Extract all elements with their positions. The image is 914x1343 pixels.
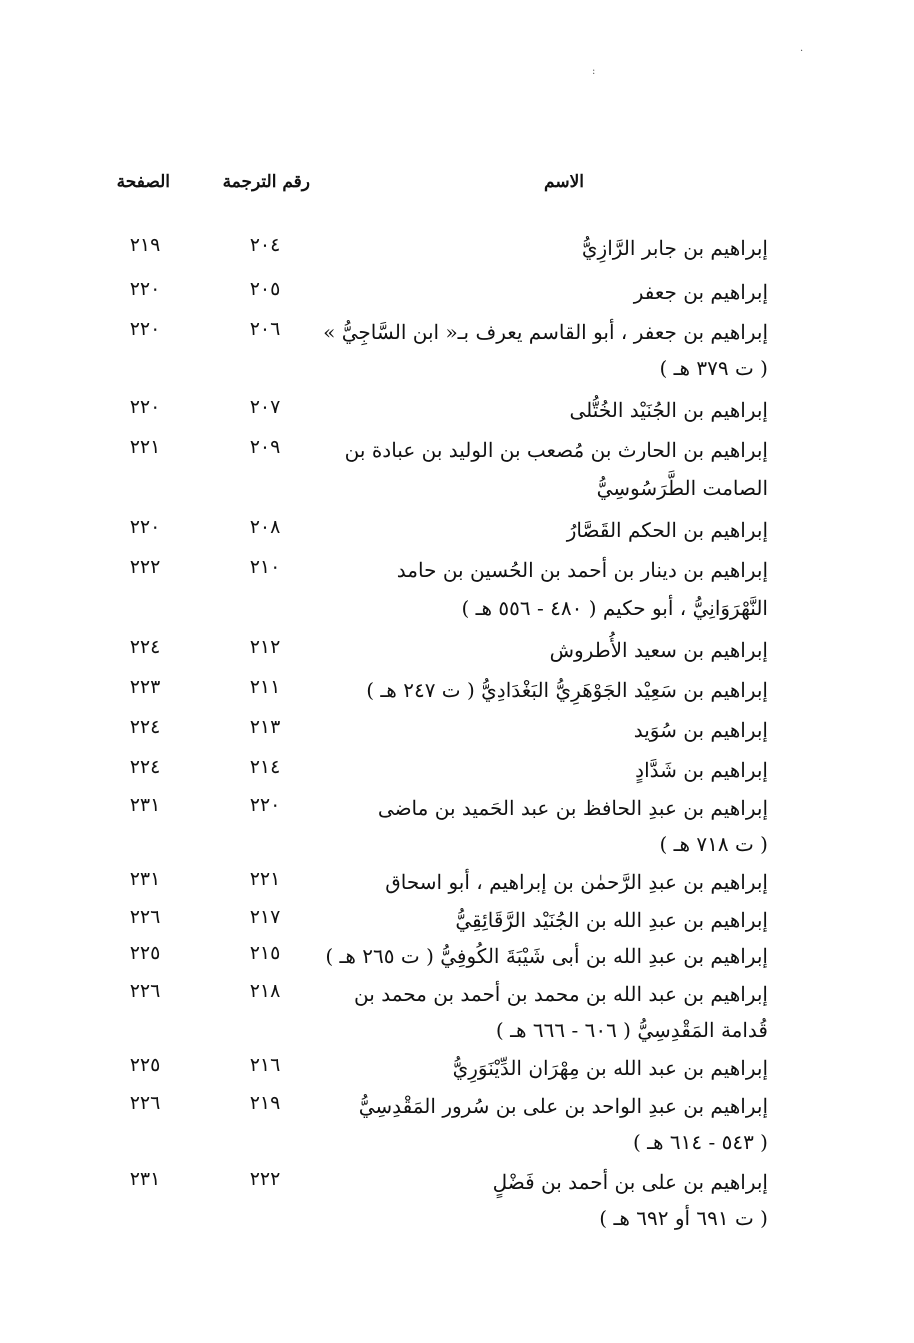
- entry-name: إبراهيم بن عبدِ الواحد بن على بن سُرور المَقْدِسِيُّ: [358, 1094, 768, 1118]
- entry-name: إبراهيم بن جعفر: [633, 280, 768, 304]
- entry-number: ٢١٢: [249, 636, 281, 658]
- entry-number: ٢٢٢: [249, 1168, 281, 1190]
- entry-page: ٢٢٥: [129, 942, 161, 964]
- index-entry: [0, 228, 914, 268]
- entry-page: ٢٢٥: [129, 1054, 161, 1076]
- index-entry: [0, 710, 914, 750]
- entry-number: ٢١٣: [249, 716, 281, 738]
- entry-number: ٢١٤: [249, 756, 281, 778]
- entry-continuation: ( ت ٣٧٩ هـ ): [659, 356, 768, 380]
- entry-page: ٢٢٠: [129, 516, 161, 538]
- entry-page: ٢٢٤: [129, 636, 161, 658]
- entry-name: إبراهيم بن على بن أحمد بن فَضْلٍ: [492, 1170, 768, 1194]
- index-entry: [0, 630, 914, 670]
- entry-number: ٢٠٤: [249, 234, 281, 256]
- entry-name: إبراهيم بن عبد الله بن مِهْرَان الدِّيْنَوَرِيُّ: [452, 1056, 768, 1080]
- entry-name: إبراهيم بن دينار بن أحمد بن الحُسين بن حامد: [396, 558, 768, 582]
- entry-name: إبراهيم بن شَدَّادٍ: [635, 758, 768, 782]
- entry-page: ٢٣١: [129, 868, 161, 890]
- entry-continuation: الصامت الطَّرَسُوسِيُّ: [596, 476, 768, 500]
- index-entry: [0, 312, 914, 380]
- entry-number: ٢١٥: [249, 942, 281, 964]
- column-header-number: رقم الترجمة: [222, 172, 310, 192]
- index-entry: [0, 936, 914, 976]
- index-entry: [0, 1162, 914, 1230]
- entry-number: ٢١٨: [249, 980, 281, 1002]
- entry-name: إبراهيم بن الحارث بن مُصعب بن الوليد بن عبادة بن: [344, 438, 768, 462]
- index-entry: [0, 900, 914, 940]
- entry-page: ٢٣١: [129, 1168, 161, 1190]
- entry-number: ٢٠٧: [249, 396, 281, 418]
- index-entry: [0, 390, 914, 430]
- entry-number: ٢٠٩: [249, 436, 281, 458]
- entry-page: ٢٢٦: [129, 906, 161, 928]
- entry-name: إبراهيم بن عبدِ الله بن أبى شَيْبَةَ الكُوفِيُّ ( ت ٢٦٥ هـ ): [325, 944, 768, 968]
- entry-number: ٢٢٠: [249, 794, 281, 816]
- entry-number: ٢٠٥: [249, 278, 281, 300]
- entry-page: ٢٢٠: [129, 396, 161, 418]
- entry-name: إبراهيم بن عبد الله بن محمد بن أحمد بن محمد بن: [354, 982, 768, 1006]
- entry-number: ٢١٦: [249, 1054, 281, 1076]
- column-header-page: الصفحة: [116, 172, 170, 192]
- entry-continuation: ( ت ٦٩١ أو ٦٩٢ هـ ): [599, 1206, 768, 1230]
- index-entry: [0, 1086, 914, 1154]
- entry-page: ٢٣١: [129, 794, 161, 816]
- entry-name: إبراهيم بن سعيد الأُطروش: [549, 638, 768, 662]
- index-entry: [0, 550, 914, 620]
- index-entry: [0, 430, 914, 500]
- entry-page: ٢٢٦: [129, 1092, 161, 1114]
- entry-page: ٢٢٦: [129, 980, 161, 1002]
- speck-mark: :: [592, 66, 596, 77]
- entry-number: ٢١١: [249, 676, 281, 698]
- entry-name: إبراهيم بن عبدِ الرَّحمٰن بن إبراهيم ، أبو اسحاق: [385, 870, 768, 894]
- entry-name: إبراهيم بن سَعِيْد الجَوْهَرِيُّ البَغْدَادِيُّ ( ت ٢٤٧ هـ ): [366, 678, 768, 702]
- entry-name: إبراهيم بن جعفر ، أبو القاسم يعرف بـ« ابن السَّاجِيُّ »: [323, 320, 768, 344]
- entry-page: ٢١٩: [129, 234, 161, 256]
- entry-page: ٢٢٣: [129, 676, 161, 698]
- entry-name: إبراهيم بن الحكم القَصَّارُ: [566, 518, 768, 542]
- entry-page: ٢٢٠: [129, 318, 161, 340]
- index-entry: [0, 750, 914, 790]
- index-entry: [0, 1048, 914, 1088]
- entry-continuation: النَّهْرَوَانِيُّ ، أبو حكيم ( ٤٨٠ - ٥٥٦ هـ ): [461, 596, 768, 620]
- index-entry: [0, 510, 914, 550]
- entry-number: ٢٠٦: [249, 318, 281, 340]
- entry-number: ٢٢١: [249, 868, 281, 890]
- entry-name: إبراهيم بن الجُنَيْد الخُتُّلى: [569, 398, 768, 422]
- entry-name: إبراهيم بن عبدِ الله بن الجُنَيْد الرَّقَائِقِيُّ: [455, 908, 768, 932]
- entry-continuation: ( ٥٤٣ - ٦١٤ هـ ): [632, 1130, 768, 1154]
- entry-name: إبراهيم بن عبدِ الحافظ بن عبد الحَميد بن ماضى: [377, 796, 768, 820]
- entry-number: ٢٠٨: [249, 516, 281, 538]
- speck-mark: ·: [800, 46, 804, 57]
- index-entry: [0, 862, 914, 902]
- index-entry: [0, 788, 914, 856]
- column-header-name: الاسم: [544, 172, 584, 192]
- entry-number: ٢١٠: [249, 556, 281, 578]
- entry-page: ٢٢٤: [129, 756, 161, 778]
- entry-page: ٢٢٢: [129, 556, 161, 578]
- entry-number: ٢١٧: [249, 906, 281, 928]
- entry-page: ٢٢١: [129, 436, 161, 458]
- entry-number: ٢١٩: [249, 1092, 281, 1114]
- entry-name: إبراهيم بن جابر الرَّازِيُّ: [581, 236, 768, 260]
- entry-continuation: قُدامة المَقْدِسِيُّ ( ٦٠٦ - ٦٦٦ هـ ): [495, 1018, 768, 1042]
- entry-continuation: ( ت ٧١٨ هـ ): [659, 832, 768, 856]
- entry-page: ٢٢٠: [129, 278, 161, 300]
- entry-page: ٢٢٤: [129, 716, 161, 738]
- index-entry: [0, 272, 914, 312]
- entry-name: إبراهيم بن سُوَيد: [633, 718, 768, 742]
- index-entry: [0, 974, 914, 1042]
- index-entry: [0, 670, 914, 710]
